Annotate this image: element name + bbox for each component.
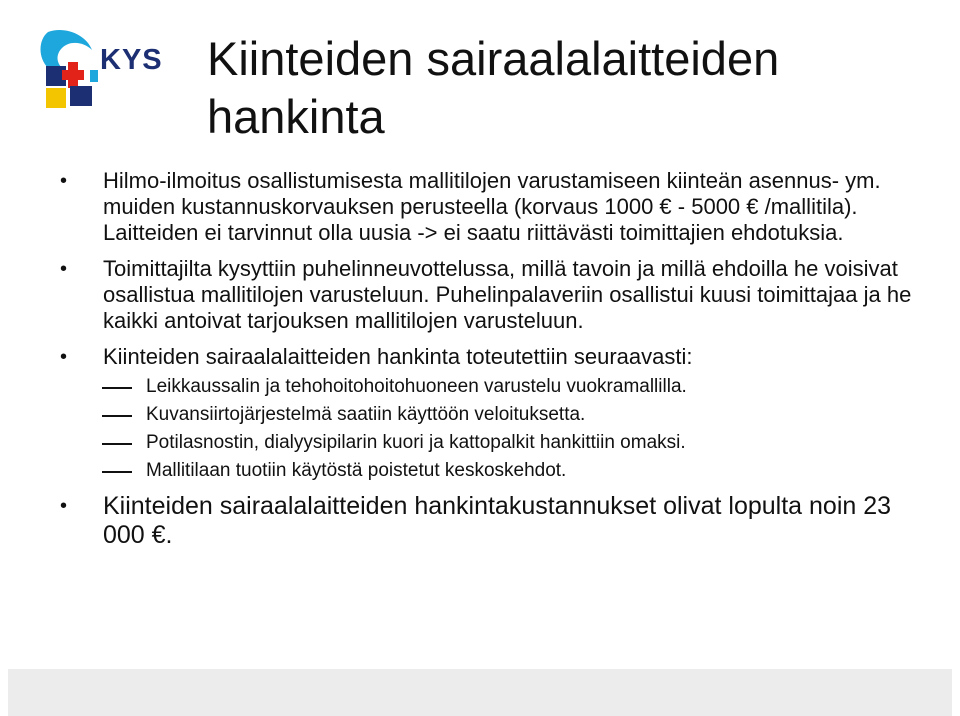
bullet-icon: •	[60, 495, 68, 517]
bullet-text: Kiinteiden sairaalalaitteiden hankinta toteutettiin seuraavasti:	[103, 344, 693, 369]
kys-logo-mark	[34, 26, 104, 116]
bullet-item	[60, 168, 920, 246]
bullet-text: Kiinteiden sairaalalaitteiden hankintakustannukset olivat lopulta noin 23 000 €.	[103, 492, 892, 549]
bullet-text: Toimittajilta kysyttiin puhelinneuvottelussa, millä tavoin ja millä ehdoilla he voisivat osallistua mallitilojen varusteluun. Puhelinpalaveriin osallistui kuusi toimittajaa ja he kaikki antoivat tarjouksen mallitilojen varusteluun.	[103, 256, 912, 333]
bullet-icon: •	[60, 170, 68, 192]
bullet-item	[60, 256, 920, 334]
sub-bullet-text: Leikkaussalin ja tehohoitohoitohuoneen varustelu vuokramallilla.	[146, 376, 687, 397]
sub-bullet-text: Potilasnostin, dialyysipilarin kuori ja kattopalkit hankittiin omaksi.	[146, 432, 686, 453]
bullet-icon: •	[60, 258, 68, 280]
bullet-text: Hilmo-ilmoitus osallistumisesta mallitilojen varustamiseen kiinteän asennus- ym. muiden kustannuskorvauksen perusteella (korvaus 1000 € - 5000 € /mallitila). Laitteiden ei tarvinnut olla uusia -> ei saatu riittävästi toimittajien ehdotuksia.	[103, 168, 881, 245]
sub-bullet-item	[102, 376, 920, 398]
kys-logo	[34, 26, 174, 116]
bullet-icon: •	[60, 346, 68, 368]
sub-bullet-item	[102, 460, 920, 482]
bullet-item	[60, 344, 920, 482]
dash-icon	[102, 415, 132, 417]
sub-bullet-text: Kuvansiirtojärjestelmä saatiin käyttöön veloituksetta.	[146, 404, 586, 425]
sub-bullet-item	[102, 404, 920, 426]
bullet-list	[60, 168, 920, 560]
bullet-item	[60, 492, 920, 550]
dash-icon	[102, 387, 132, 389]
slide-title: Kiinteiden sairaalalaitteiden hankinta	[207, 32, 780, 143]
sub-bullet-text: Mallitilaan tuotiin käytöstä poistetut keskoskehdot.	[146, 460, 567, 481]
footer-bar	[8, 669, 952, 716]
sub-bullet-item	[102, 432, 920, 454]
dash-icon	[102, 443, 132, 445]
logo-text: KYS	[100, 44, 163, 76]
sub-bullet-list	[102, 376, 920, 482]
dash-icon	[102, 471, 132, 473]
